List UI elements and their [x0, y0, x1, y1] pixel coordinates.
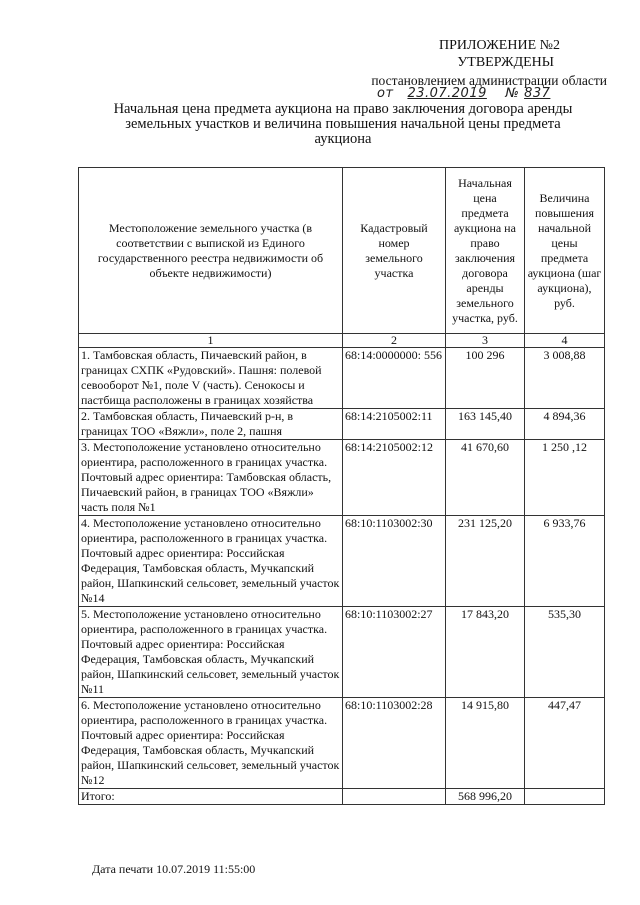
- decree-date-number: [377, 86, 550, 101]
- table-row: [79, 348, 605, 409]
- row-price: 100 296: [446, 348, 525, 409]
- number-prefix: №: [505, 86, 520, 101]
- date-prefix: от: [377, 86, 394, 101]
- auction-table: [78, 167, 605, 805]
- col-location-header: Местоположение земельного участка (в соответствии с выпиской из Единого государственного реестра недвижимости об объекте недвижимости): [79, 168, 343, 334]
- col-number: 3: [446, 334, 525, 348]
- table-header-row: [79, 168, 605, 334]
- row-price: 17 843,20: [446, 607, 525, 698]
- row-cadastral: 68:14:0000000: 556: [343, 348, 446, 409]
- row-location: 5. Местоположение установлено относительно ориентира, расположенного в границах участка. Почтовый адрес ориентира: Российская Федерация, Тамбовская область, Мучкапский район, Шапкинский сельсовет, земельный участок №11: [79, 607, 343, 698]
- table-row: [79, 607, 605, 698]
- col-cadastral-header: Кадастровый номер земельного участка: [343, 168, 446, 334]
- table-row: [79, 698, 605, 789]
- col-number: 4: [525, 334, 605, 348]
- table-row: [79, 409, 605, 440]
- row-step: 1 250 ,12: [525, 440, 605, 516]
- row-cadastral: 68:10:1103002:27: [343, 607, 446, 698]
- total-label: Итого:: [79, 789, 343, 805]
- row-price: 163 145,40: [446, 409, 525, 440]
- row-step: 4 894,36: [525, 409, 605, 440]
- table-row: [79, 516, 605, 607]
- appendix-label: ПРИЛОЖЕНИЕ №2: [439, 38, 560, 53]
- row-cadastral: 68:10:1103002:30: [343, 516, 446, 607]
- row-location: 6. Местоположение установлено относительно ориентира, расположенного в границах участка. Почтовый адрес ориентира: Российская Федерация, Тамбовская область, Мучкапский район, Шапкинский сельсовет, земельный участок №12: [79, 698, 343, 789]
- row-step: 3 008,88: [525, 348, 605, 409]
- total-empty-cell: [343, 789, 446, 805]
- approved-label: УТВЕРЖДЕНЫ: [457, 55, 554, 70]
- col-price-header: Начальная цена предмета аукциона на право заключения договора аренды земельного участка, руб.: [446, 168, 525, 334]
- row-location: 2. Тамбовская область, Пичаевский р-н, в границах ТОО «Вяжли», поле 2, пашня: [79, 409, 343, 440]
- total-value: 568 996,20: [446, 789, 525, 805]
- total-empty-cell: [525, 789, 605, 805]
- row-location: 3. Местоположение установлено относительно ориентира, расположенного в границах участка. Почтовый адрес ориентира: Тамбовская область, Пичаевский район, в границах ТОО «Вяжли» часть поля №1: [79, 440, 343, 516]
- row-cadastral: 68:14:2105002:12: [343, 440, 446, 516]
- row-location: 4. Местоположение установлено относительно ориентира, расположенного в границах участка. Почтовый адрес ориентира: Российская Федерация, Тамбовская область, Мучкапский район, Шапкинский сельсовет, земельный участок №14: [79, 516, 343, 607]
- row-step: 6 933,76: [525, 516, 605, 607]
- row-cadastral: 68:10:1103002:28: [343, 698, 446, 789]
- column-number-row: [79, 334, 605, 348]
- row-step: 447,47: [525, 698, 605, 789]
- table-row: [79, 440, 605, 516]
- col-number: 2: [343, 334, 446, 348]
- row-price: 14 915,80: [446, 698, 525, 789]
- decree-label: постановлением администрации области: [371, 73, 607, 88]
- row-price: 231 125,20: [446, 516, 525, 607]
- row-location: 1. Тамбовская область, Пичаевский район, в границах СХПК «Рудовский». Пашня: полевой севооборот №1, поле V (часть). Сенокосы и пастбища расположены в границах хозяйства: [79, 348, 343, 409]
- col-step-header: Величина повышения начальной цены предмета аукциона (шаг аукциона), руб.: [525, 168, 605, 334]
- col-number: 1: [79, 334, 343, 348]
- row-cadastral: 68:14:2105002:11: [343, 409, 446, 440]
- total-row: [79, 789, 605, 805]
- row-step: 535,30: [525, 607, 605, 698]
- row-price: 41 670,60: [446, 440, 525, 516]
- decree-number: 837: [524, 86, 551, 101]
- print-date: Дата печати 10.07.2019 11:55:00: [92, 862, 256, 876]
- decree-date: 23.07.2019: [407, 86, 487, 101]
- document-title: Начальная цена предмета аукциона на право заключения договора аренды земельных участков и величина повышения начальной цены предмета аукциона: [113, 101, 573, 147]
